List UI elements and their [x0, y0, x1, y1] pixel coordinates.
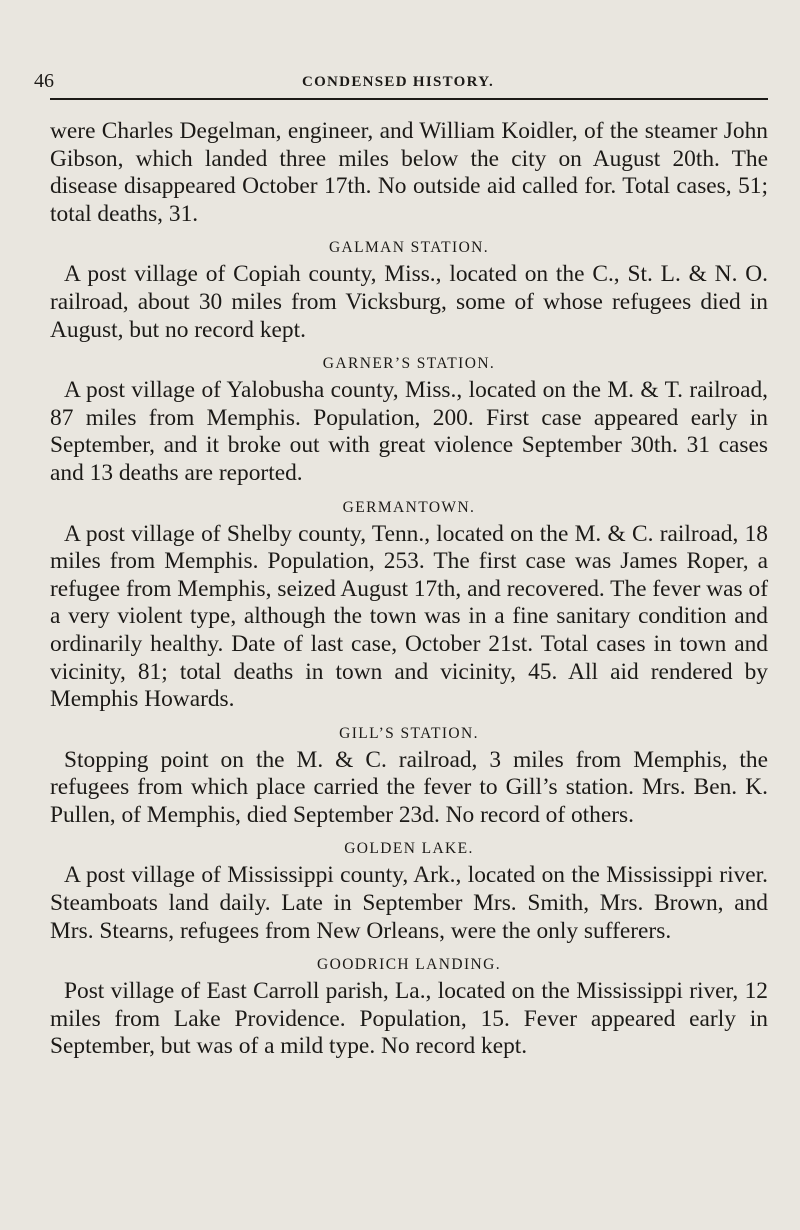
entry-heading-garners-station: GARNER’S STATION. — [322, 355, 496, 373]
entry-heading-gills-station: GILL’S STATION. — [339, 724, 479, 742]
entry-text-galman-station: A post village of Copiah county, Miss., located on the C., St. L. & N. O. railroad, about 30 miles from Vicksburg, some of whose refugees died in August, but no record kept. — [50, 261, 768, 343]
entry-heading-galman-station: GALMAN STATION. — [328, 239, 490, 257]
entry-text-golden-lake: A post village of Mississippi county, Ark., located on the Mississippi river. Steamboats land daily. Late in September Mrs. Smith, Mrs. Brown, and Mrs. Stearns, refugees from New Orleans, were the only sufferers. — [50, 862, 768, 944]
entry-heading-germantown: GERMANTOWN. — [342, 498, 476, 516]
page-number: 46 — [34, 70, 54, 92]
running-header — [28, 70, 768, 94]
entry-text-germantown: A post village of Shelby county, Tenn., located on the M. & C. railroad, 18 miles from Memphis. Population, 253. The first case was James Roper, a refugee from Memphis, seized August 17th, and recovered. The fever was of a very violent type, although the town was in a fine sanitary condition and ordinarily healthy. Date of last case, October 21st. Total cases in town and vicinity, 81; total deaths in town and vicinity, 45. All aid rendered by Memphis Howards. — [50, 520, 768, 713]
header-rule — [50, 98, 768, 100]
entry-heading-goodrich-landing: GOODRICH LANDING. — [317, 956, 501, 974]
body-text — [50, 118, 768, 1061]
running-title: CONDENSED HISTORY. — [301, 74, 495, 90]
entry-text-garners-station: A post village of Yalobusha county, Miss., located on the M. & T. railroad, 87 miles from Memphis. Population, 200. First case appeared early in September, and it broke out with great violence September 30th. 31 cases and 13 deaths are reported. — [50, 377, 768, 486]
opening-paragraph: were Charles Degelman, engineer, and William Koidler, of the steamer John Gibson, which landed three miles below the city on August 20th. The disease disappeared October 17th. No outside aid called for. Total cases, 51; total deaths, 31. — [50, 118, 768, 227]
entry-text-goodrich-landing: Post village of East Carroll parish, La., located on the Mississippi river, 12 miles from Lake Providence. Population, 15. Fever appeared early in September, but was of a mild type. No record kept. — [50, 978, 768, 1060]
entry-text-gills-station: Stopping point on the M. & C. railroad, 3 miles from Memphis, the refugees from which place carried the fever to Gill’s station. Mrs. Ben. K. Pullen, of Memphis, died September 23d. No record of others. — [50, 746, 768, 828]
entry-heading-golden-lake: GOLDEN LAKE. — [344, 840, 474, 858]
